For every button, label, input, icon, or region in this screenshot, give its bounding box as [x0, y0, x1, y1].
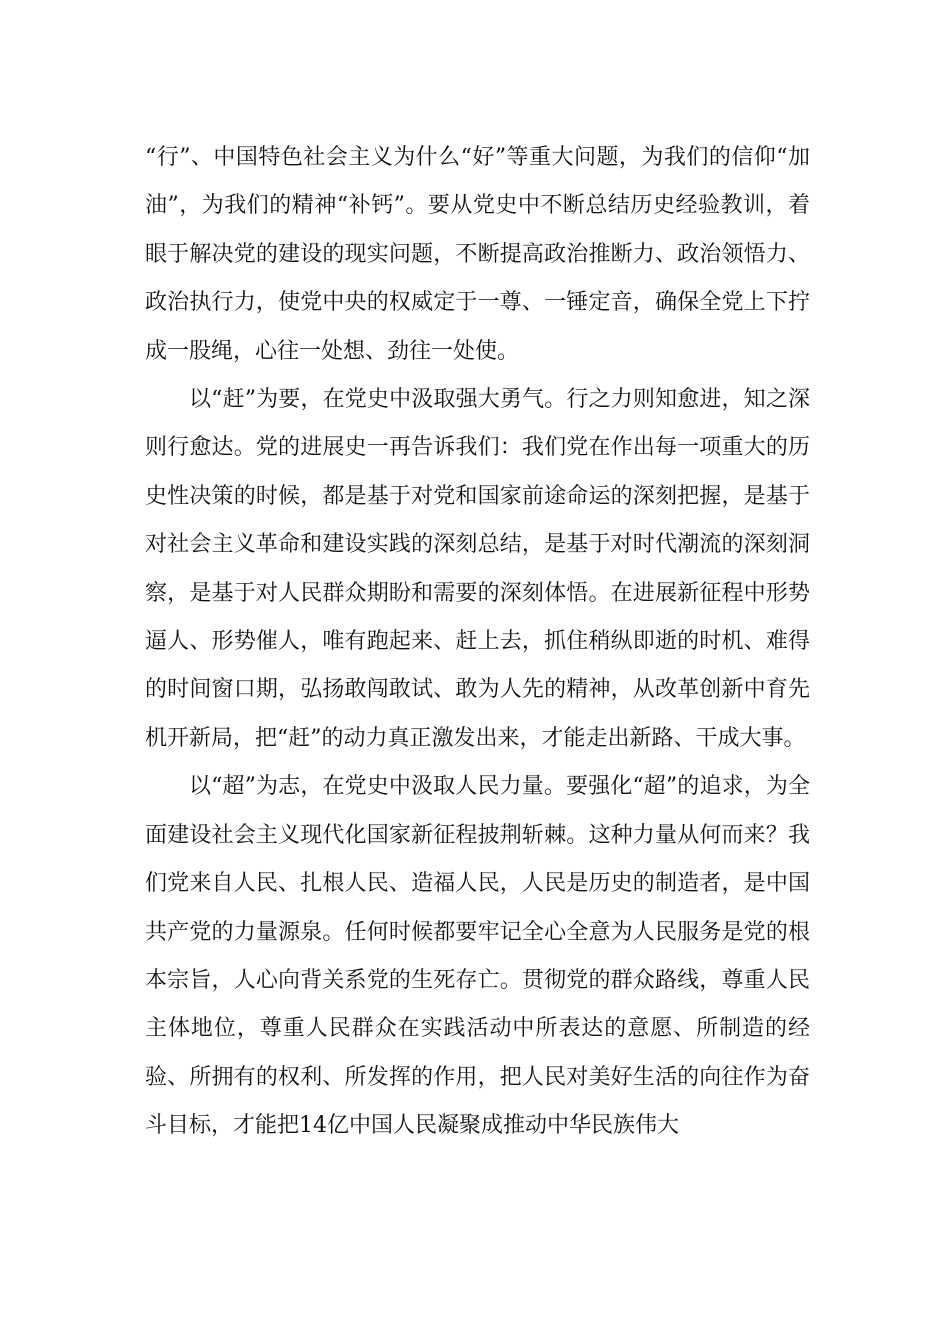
document-body	[145, 134, 810, 1151]
paragraph-1: “行”、中国特色社会主义为什么“好”等重大问题，为我们的信仰“加油”，为我们的精神“补钙”。要从党史中不断总结历史经验教训，着眼于解决党的建设的现实问题，不断提高政治推断力、政治领悟力、政治执行力，使党中央的权威定于一尊、一锤定音，确保全党上下拧成一股绳，心往一处想、劲往一处使。	[145, 145, 810, 364]
paragraph-2: 以“赶”为要，在党史中汲取强大勇气。行之力则知愈进，知之深则行愈达。党的进展史一再告诉我们：我们党在作出每一项重大的历史性决策的时候，都是基于对党和国家前途命运的深刻把握，是基于对社会主义革命和建设实践的深刻总结，是基于对时代潮流的深刻洞察，是基于对人民群众期盼和需要的深刻体悟。在进展新征程中形势逼人、形势催人，唯有跑起来、赶上去，抓住稍纵即逝的时机、难得的时间窗口期，弘扬敢闯敢试、敢为人先的精神，从改革创新中育先机开新局，把“赶”的动力真正激发出来，才能走出新路、干成大事。	[145, 387, 810, 751]
paragraph-3: 以“超”为志，在党史中汲取人民力量。要强化“超”的追求，为全面建设社会主义现代化国家新征程披荆斩棘。这种力量从何而来？我们党来自人民、扎根人民、造福人民，人民是历史的制造者，是中国共产党的力量源泉。任何时候都要牢记全心全意为人民服务是党的根本宗旨，人心向背关系党的生死存亡。贯彻党的群众路线，尊重人民主体地位，尊重人民群众在实践活动中所表达的意愿、所制造的经验、所拥有的权利、所发挥的作用，把人民对美好生活的向往作为奋斗目标，才能把14亿中国人民凝聚成推动中华民族伟大	[145, 774, 810, 1139]
